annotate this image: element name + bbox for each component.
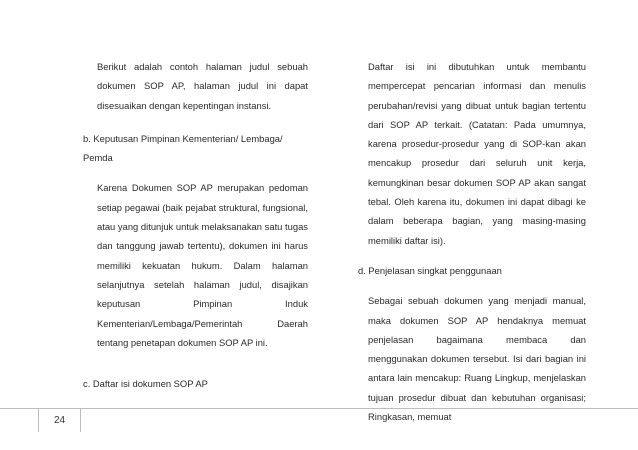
spacer (358, 250, 586, 261)
page-number: 24 (53, 414, 66, 426)
section-heading-d: d. Penjelasan singkat penggunaan (358, 264, 502, 276)
page-number-box (38, 408, 81, 432)
left-column (83, 57, 308, 393)
spacer (83, 167, 308, 178)
section-c-paragraph: Daftar isi ini dibutuhkan untuk membantu mempercepat pencarian informasi dan menulis perubahan/revisi yang dibuat untuk bagian tertentu dari SOP AP terkait. (Catatan: Pada umumnya, karena prosedur-prosedur yang di SOP-kan akan mencakup prosedur dari seluruh unit kerja, kemungkinan besar dokumen SOP AP akan sangat tebal. Oleh karena itu, dokumen ini dapat dibagi ke dalam beberapa bagian, yang masing-masing memiliki daftar isi). (368, 61, 586, 246)
section-b-paragraph: Karena Dokumen SOP AP merupakan pedoman setiap pegawai (baik pejabat struktural, fungsional, atau yang ditunjuk untuk melaksanakan satu tugas dan tanggung jawab tertentu), dokumen ini harus memiliki kekuatan hukum. Dalam halaman selanjutnya setelah halaman judul, disajikan keputusan Pimpinan Induk Kementerian/Lembaga/Pemerintah Daerah tentang penetapan dokumen SOP AP ini. (97, 182, 308, 348)
footer-rule (0, 408, 638, 409)
spacer (358, 280, 586, 291)
section-heading-b: b. Keputusan Pimpinan Kementerian/ Lembaga/ Pemda (83, 132, 283, 164)
spacer (83, 115, 308, 129)
section-heading-c: c. Daftar isi dokumen SOP AP (83, 378, 208, 390)
right-column (358, 57, 586, 426)
intro-paragraph: Berikut adalah contoh halaman judul sebuah dokumen SOP AP, halaman judul ini dapat disesuaikan dengan kepentingan instansi. (97, 61, 308, 111)
section-d-paragraph: Sebagai sebuah dokumen yang menjadi manual, maka dokumen SOP AP hendaknya memuat penjelasan bagaimana membaca dan menggunakan dokumen tersebut. Isi dari bagian ini antara lain mencakup: Ruang Lingkup, menjelaskan tujuan prosedur dibuat dan kebutuhan organisasi; Ringkasan, memuat (368, 295, 586, 423)
spacer (83, 352, 308, 374)
